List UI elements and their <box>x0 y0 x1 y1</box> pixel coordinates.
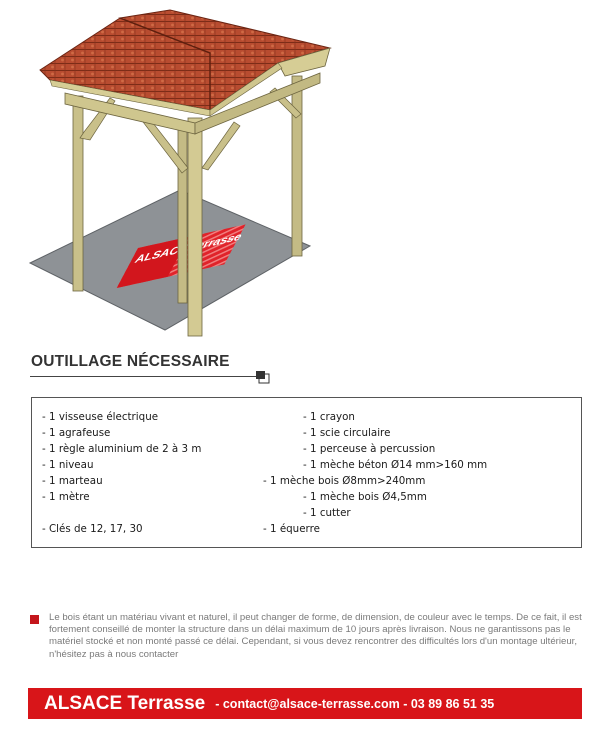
contact-banner <box>28 688 582 719</box>
contact-info[interactable]: - contact@alsace-terrasse.com - 03 89 86 51 35 <box>215 696 495 711</box>
tool-item: - 1 cutter <box>303 507 351 519</box>
carport-illustration <box>20 8 350 348</box>
tool-item: - 1 visseuse électrique <box>42 411 159 423</box>
tool-item: - 1 scie circulaire <box>303 427 391 439</box>
tool-item: - 1 équerre <box>263 523 320 535</box>
corner-square-icon <box>255 370 271 384</box>
section-title: OUTILLAGE NÉCESSAIRE <box>31 353 230 370</box>
tool-item: - 1 niveau <box>42 459 94 471</box>
tool-item: - 1 règle aluminium de 2 à 3 m <box>42 443 202 455</box>
post-mid-right <box>178 128 187 303</box>
note-bullet-icon <box>30 615 39 624</box>
tool-item: - 1 mèche bois Ø8mm>240mm <box>263 475 426 487</box>
post-front <box>188 118 202 336</box>
svg-text:ALSACE Terrasse: ALSACE Terrasse <box>132 230 245 266</box>
tools-box <box>31 397 582 548</box>
tool-item: - 1 agrafeuse <box>42 427 111 439</box>
tool-item: - 1 mèche bois Ø4,5mm <box>303 491 427 503</box>
title-underline <box>30 376 258 377</box>
tool-item: - 1 marteau <box>42 475 103 487</box>
tool-item: - Clés de 12, 17, 30 <box>42 523 143 535</box>
tool-item: - 1 perceuse à percussion <box>303 443 436 455</box>
wood-notice: Le bois étant un matériau vivant et naturel, il peut changer de forme, de dimension, de couleur avec le temps. De ce fait, il est fortement conseillé de monter la structure dans un délai maximum de 10 jours après livraison. Nous ne garantissons pas le matériel stocké et non monté passé ce délai. Cependant, si vous devez rencontrer des difficultés lors d'un montage ultérieur, n'hésitez pas à nous contacter <box>49 612 582 660</box>
post-back-right <box>292 76 302 256</box>
brand-name: ALSACE Terrasse <box>44 692 206 714</box>
tool-item: - 1 mètre <box>42 491 90 503</box>
tool-item: - 1 crayon <box>303 411 355 423</box>
post-back-left <box>73 96 83 291</box>
tool-item: - 1 mèche béton Ø14 mm>160 mm <box>303 459 488 471</box>
